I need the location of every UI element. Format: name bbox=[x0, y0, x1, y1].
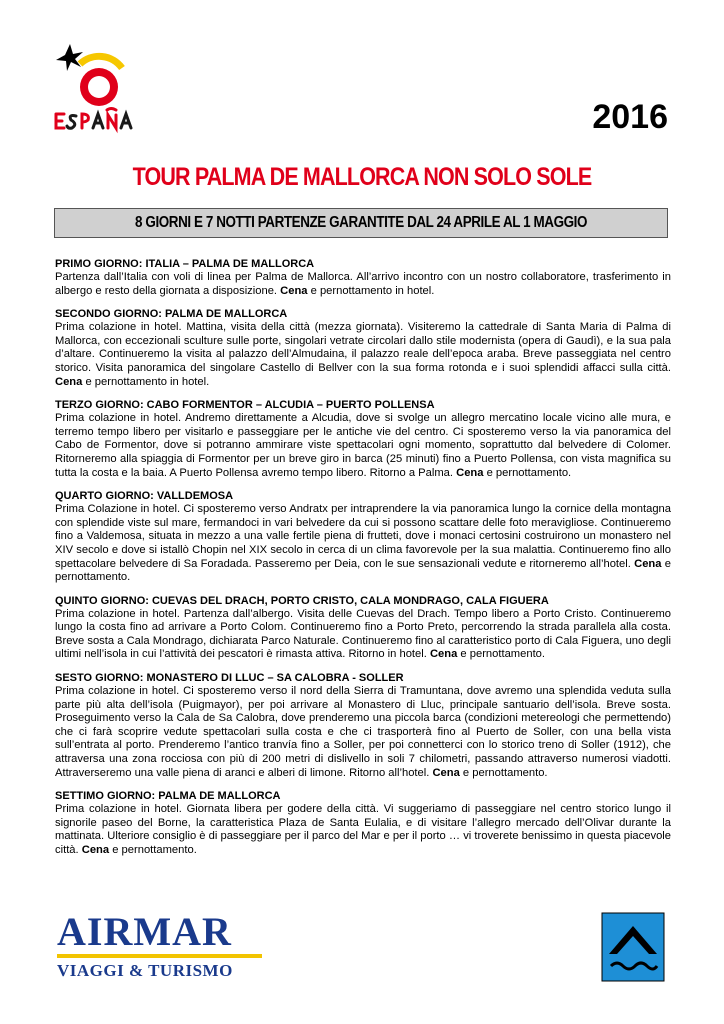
star-icon bbox=[56, 44, 83, 71]
day-section bbox=[55, 594, 671, 662]
day-description: Prima colazione in hotel. Ci sposteremo verso il nord della Sierra di Tramuntana, dove avremo una splendida veduta sulla parte più alta dell’isola (Puigmayor), per poi arrivare al Monastero di Lluc, principale santuario dell’isola. Breve sosta. Proseguimento verso la Cala de Sa Calobra, dove prenderemo una piccola barca (condizioni metereologi che permettendo) che ci farà scoprire vedute spettacolari sulla costa e che ci trasporterà fino al Puerto de Soller, con una bella vista sull’entrata al porto. Prenderemo l’antico tranvía fino a Soller, per poi connetterci con lo storico treno di Soller (1912), che attraversa una zona rocciosa con più di 200 metri di dislivello in soli 7 chilometri, passando attraverso numerosi viadotti. Attraverseremo una valle piena di aranci e alberi di limone. Ritorno all’hotel. Cena e pernottamento. bbox=[55, 685, 671, 779]
day-section bbox=[55, 307, 671, 389]
day-description: Prima colazione in hotel. Andremo direttamente a Alcudia, dove si svolge un allegro mercatino locale vicino alle mura, e terremo tempo libero per visitarlo e passeggiare per le antiche vie del centro. Ci sposteremo verso la via panoramica del Cabo de Formentor, dove si potranno ammirare viste spettacolari ogni momento, soprattutto dal belvedere di Colomer. Ritorneremo alla spiaggia di Formentor per un breve giro in barca (25 minuti) fino a Puerto Pollensa, con vista magnifica su tutta la costa e la baia. A Puerto Pollensa avremo tempo libero. Ritorno a Palma. Cena e pernottamento. bbox=[55, 412, 671, 479]
itinerary bbox=[55, 257, 671, 867]
day-title: SETTIMO GIORNO: PALMA DE MALLORCA bbox=[55, 790, 281, 803]
day-title: QUINTO GIORNO: CUEVAS DEL DRACH, PORTO CRISTO, CALA MONDRAGO, CALA FIGUERA bbox=[55, 594, 549, 607]
day-section bbox=[55, 257, 671, 298]
airmar-brand: AIRMAR bbox=[57, 909, 232, 954]
mountain-wave-badge-icon bbox=[601, 912, 665, 982]
day-title: PRIMO GIORNO: ITALIA – PALMA DE MALLORCA bbox=[55, 258, 315, 270]
day-section bbox=[55, 671, 671, 780]
day-title: TERZO GIORNO: CABO FORMENTOR – ALCUDIA – PUERTO POLLENSA bbox=[55, 399, 435, 412]
dates-banner bbox=[54, 208, 668, 238]
day-description: Partenza dall’Italia con voli di linea per Palma de Mallorca. All’arrivo incontro con un nostro collaboratore, trasferimento in albergo e resto della giornata a disposizione. Cena e pernottamento in hotel. bbox=[55, 271, 671, 297]
day-description: Prima colazione in hotel. Mattina, visita della città (mezza giornata). Visiteremo la cattedrale di Santa Maria di Palma di Mallorca, con eccezionali sculture sulle porte, singolari vetrate circolari dallo stile modernista (opera di Gaudì), e la sua pala d’altare. Continueremo la visita al palazzo dell’Almudaina, il palazzo reale dell’epoca araba. Breve passeggiata nel centro storico. Visita panoramica del singolare Castello di Bellver con la sua forma rotonda e i suoi splendidi affacci sulla città. Cena e pernottamento in hotel. bbox=[55, 321, 671, 388]
yellow-arc bbox=[80, 56, 122, 68]
banner-text: 8 GIORNI E 7 NOTTI PARTENZE GARANTITE DAL 24 APRILE AL 1 MAGGIO bbox=[135, 214, 587, 231]
espana-wordmark bbox=[56, 109, 131, 129]
day-title: SESTO GIORNO: MONASTERO DI LLUC – SA CALOBRA - SOLLER bbox=[55, 672, 404, 685]
day-section bbox=[55, 489, 671, 585]
day-description: Prima colazione in hotel. Partenza dall’albergo. Visita delle Cuevas del Drach. Tempo libero a Porto Cristo. Continueremo lungo la costa fino ad arrivare a Porto Colom. Continueremo fino a Porto Preto, percorrendo la strada parallela alla costa. Breve sosta a Cala Mondrago, dichiarata Parco Naturale. Continueremo fino al caratteristico porto di Cala Figuera, uno degli ultimi nell’isola in cui l’attività dei pescatori è rimasta attiva. Ritorno in hotel. Cena e pernottamento. bbox=[55, 607, 671, 661]
airmar-tagline: VIAGGI & TURISMO bbox=[57, 961, 233, 980]
day-title: QUARTO GIORNO: VALLDEMOSA bbox=[55, 490, 234, 503]
airmar-divider bbox=[57, 954, 262, 958]
day-title: SECONDO GIORNO: PALMA DE MALLORCA bbox=[55, 308, 288, 321]
espana-logo bbox=[50, 40, 145, 135]
day-description: Prima colazione in hotel. Giornata libera per godere della città. Vi suggeriamo di passeggiare nel centro storico lungo il signorile paseo del Borne, la caratteristica Plaza de Santa Eulalia, e di visitare l’allegro mercado dell’Olivar durante la mattinata. Ulteriore consiglio è di passeggiare per il parco del Mar e per il porto … vi troverete benissimo in questa piacevole città. Cena e pernottamento. bbox=[55, 803, 671, 856]
airmar-logo bbox=[57, 909, 267, 982]
year: 2016 bbox=[592, 98, 668, 136]
day-section bbox=[55, 789, 671, 857]
day-description: Prima Colazione in hotel. Ci sposteremo verso Andratx per intraprendere la via panoramica lungo la cornice della montagna con splendide viste sul mare, fermandoci in vari belvedere da cui si possono scattare delle foto meravigliose. Continueremo fino a Valdemosa, situata in mezzo a una valle fertile piena di frutteti, dove i monaci certosini costruirono un monastero nel XIV secolo e dove si istallò Chopin nel XIX secolo in cerca di un clima favorevole per la sua malattia. Continueremo fino allo spettacolare belvedere di Sa Foradada. Passeremo per Deia, con le sue sensazionali vedute e ritorneremo all’hotel. Cena e pernottamento. bbox=[55, 503, 671, 584]
day-section bbox=[55, 398, 671, 480]
page-title: TOUR PALMA DE MALLORCA NON SOLO SOLE bbox=[132, 163, 592, 191]
